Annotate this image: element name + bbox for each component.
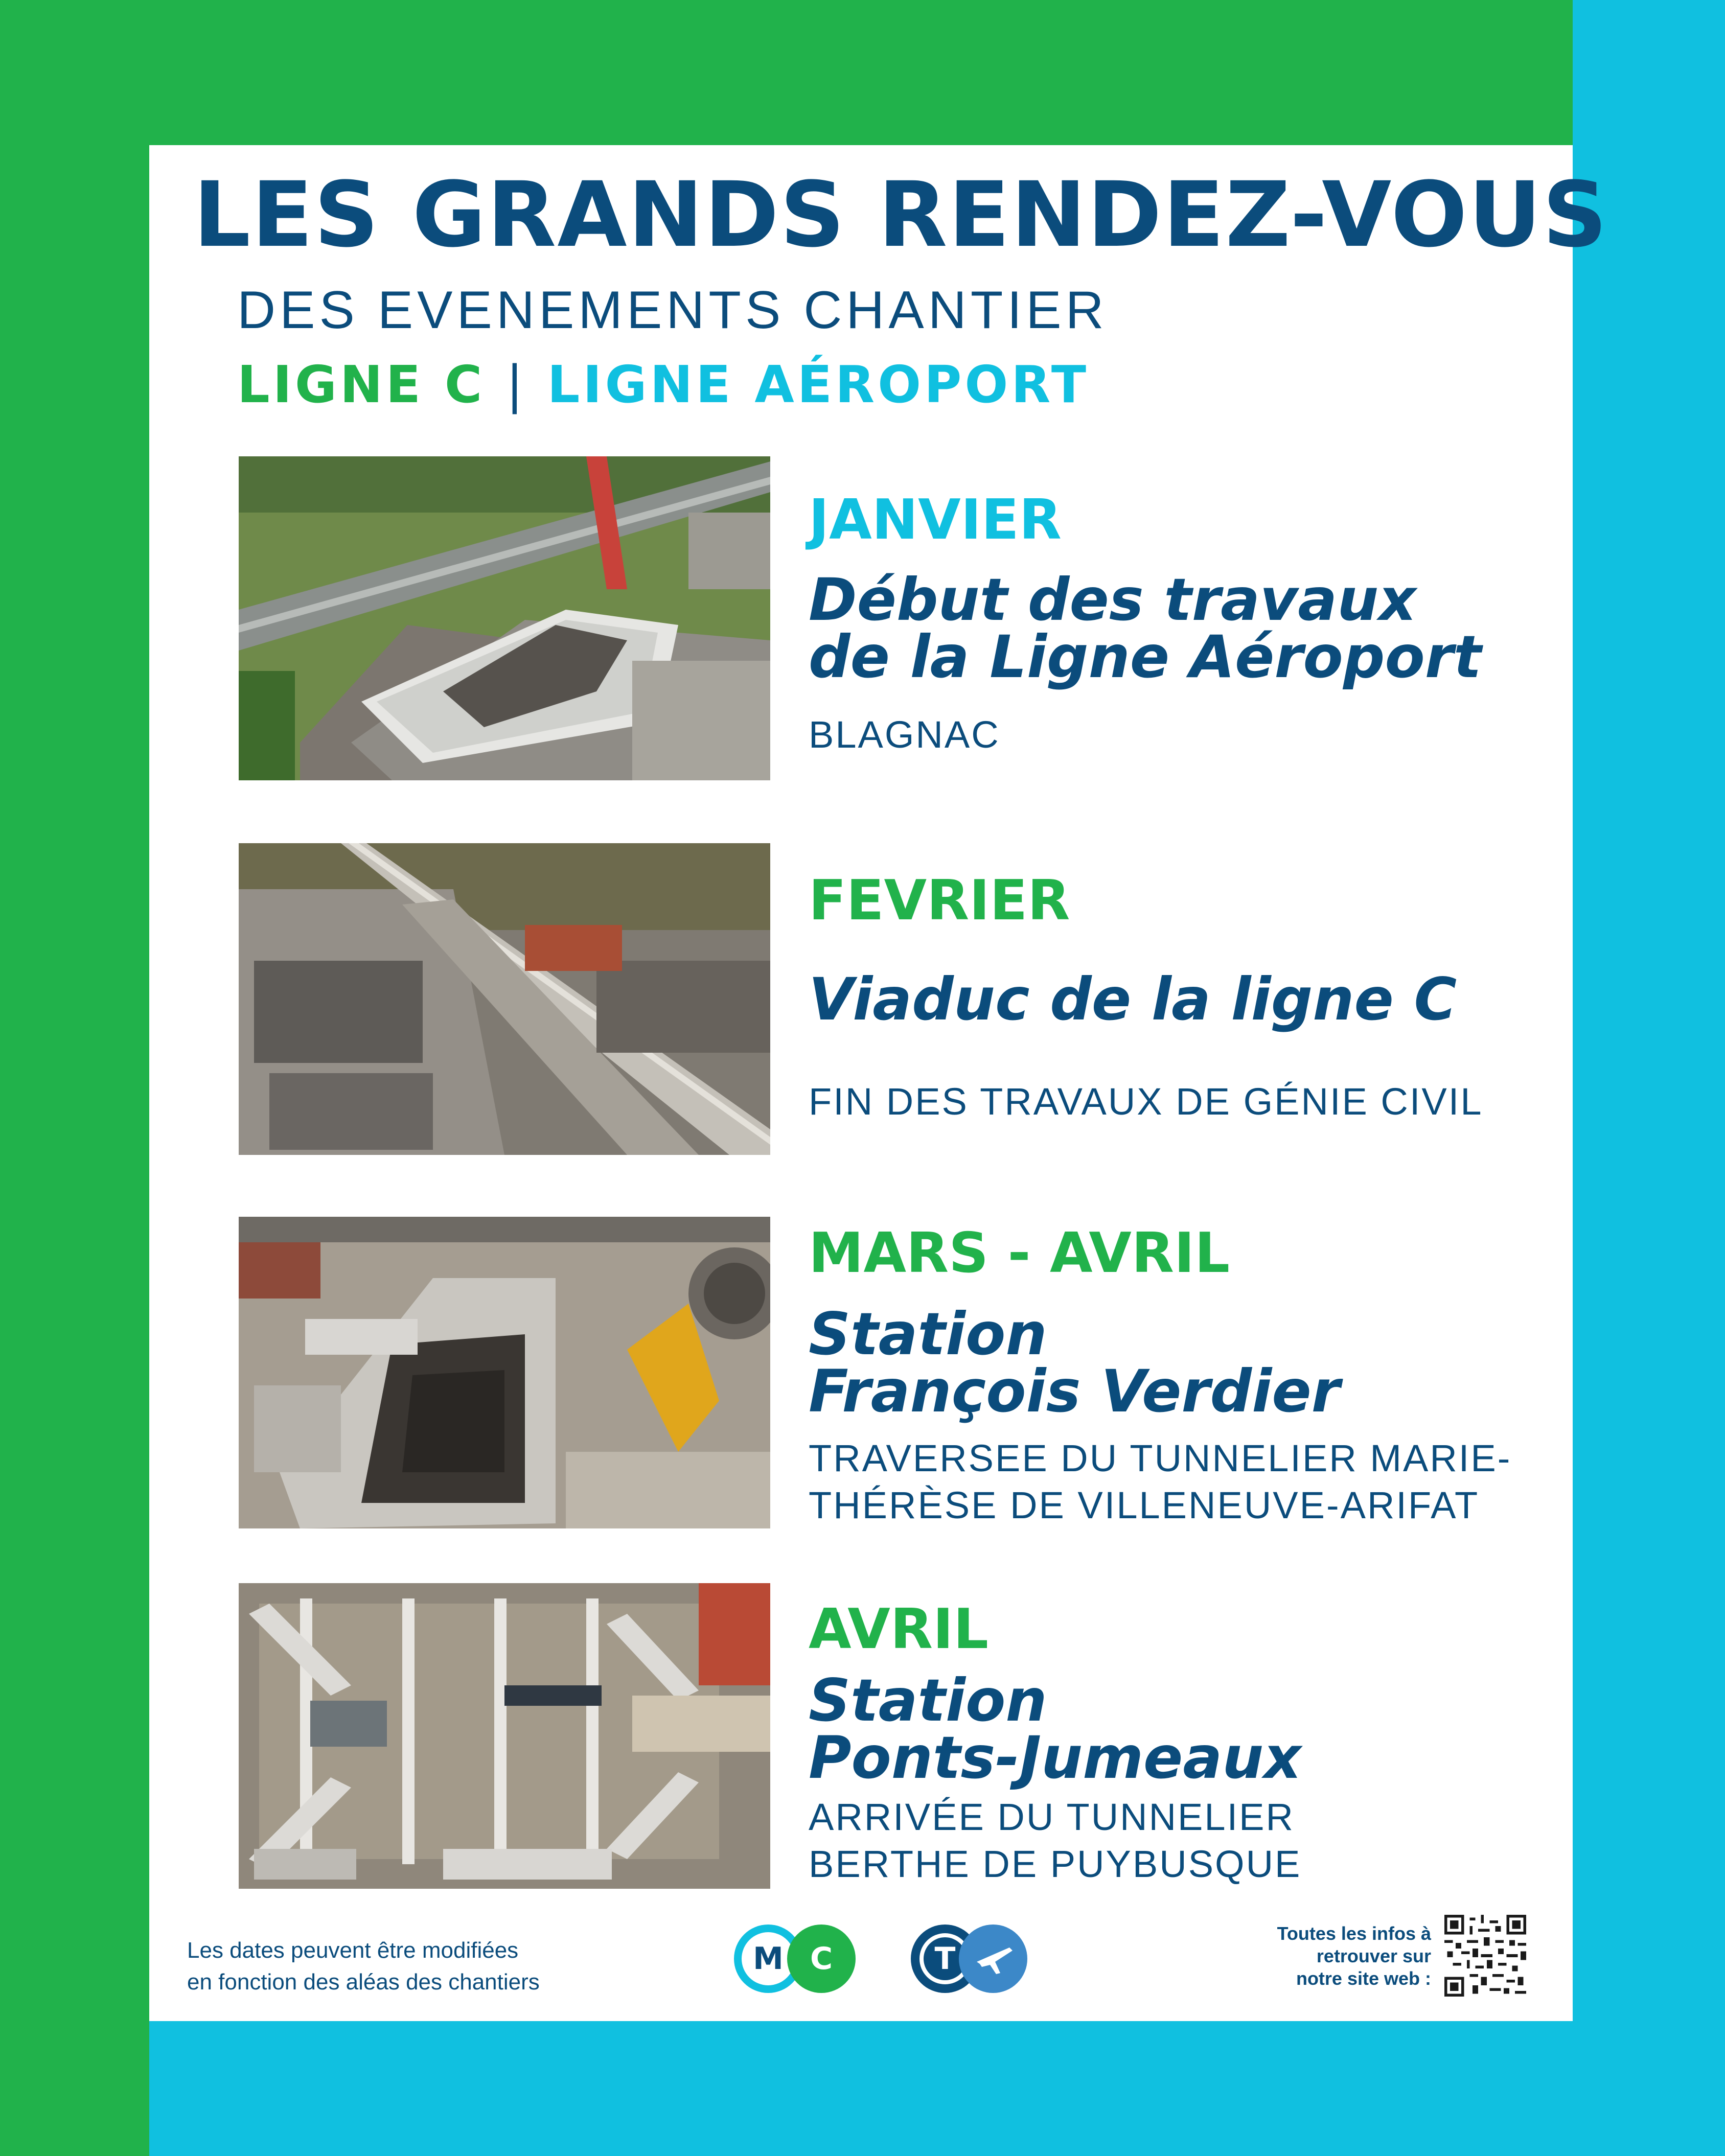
- right-blue-frame: [1573, 0, 1725, 2156]
- event-title: [809, 1300, 1340, 1425]
- photo-janvier-aerial-blagnac: [239, 456, 770, 780]
- event-place: [809, 1435, 1511, 1529]
- month-label: MARS - AVRIL: [809, 1221, 1230, 1285]
- event-place: [809, 1794, 1301, 1888]
- event-title-line: Début des travaux: [809, 566, 1416, 634]
- event-place-line: ARRIVÉE DU TUNNELIER: [809, 1796, 1295, 1838]
- event-place-line: TRAVERSEE DU TUNNELIER MARIE-: [809, 1437, 1512, 1479]
- web-info-line: notre site web :: [1296, 1968, 1431, 1989]
- event-title-line: François Verdier: [809, 1357, 1340, 1425]
- event-place-line: FIN DES TRAVAUX DE GÉNIE CIVIL: [809, 1080, 1483, 1123]
- tram-t-letter: T: [934, 1941, 956, 1977]
- month-label: FEVRIER: [809, 869, 1070, 933]
- lines-heading: [237, 355, 1089, 414]
- line-c-label: LIGNE C: [237, 355, 486, 414]
- event-place-line: THÉRÈSE DE VILLENEUVE-ARIFAT: [809, 1484, 1480, 1526]
- bottom-blue-frame: [149, 2021, 1725, 2156]
- web-info-line: retrouver sur: [1316, 1945, 1431, 1966]
- event-place-line: BLAGNAC: [809, 713, 1000, 756]
- airplane-icon: [959, 1925, 1027, 1993]
- event-title: [809, 566, 1482, 691]
- poster-title: LES GRANDS RENDEZ-VOUS: [193, 163, 1608, 267]
- disclaimer-line: Les dates peuvent être modifiées: [187, 1938, 519, 1963]
- event-title-line: Station: [809, 1666, 1047, 1734]
- cable-car-c-letter: C: [810, 1941, 833, 1977]
- qr-code[interactable]: [1444, 1915, 1526, 1997]
- event-title: [809, 1666, 1301, 1792]
- metro-m-letter: M: [753, 1941, 784, 1977]
- event-title-line: Ponts-Jumeaux: [809, 1724, 1301, 1792]
- event-title-line: de la Ligne Aéroport: [809, 623, 1482, 691]
- month-label: JANVIER: [809, 488, 1062, 552]
- cable-car-c-icon: [787, 1925, 856, 1993]
- event-title-line: Station: [809, 1300, 1047, 1368]
- dates-disclaimer: [187, 1935, 540, 1998]
- event-place-line: BERTHE DE PUYBUSQUE: [809, 1843, 1302, 1885]
- photo-fevrier-viaduct: [239, 843, 770, 1155]
- photo-mars-avril-station-francois-verdier: [239, 1217, 770, 1528]
- airplane-glyph: [972, 1937, 1015, 1980]
- photo-avril-station-ponts-jumeaux: [239, 1583, 770, 1889]
- line-aeroport-label: LIGNE AÉROPORT: [547, 355, 1090, 414]
- line-separator: |: [506, 355, 526, 414]
- web-info-line: Toutes les infos à: [1277, 1923, 1431, 1944]
- poster-subtitle: DES EVENEMENTS CHANTIER: [237, 281, 1108, 340]
- month-label: AVRIL: [809, 1597, 989, 1661]
- event-title: [809, 965, 1457, 1033]
- website-info: [1216, 1922, 1431, 1990]
- transport-logos: [734, 1925, 1082, 1998]
- disclaimer-line: en fonction des aléas des chantiers: [187, 1969, 540, 1995]
- event-place: [809, 711, 1000, 758]
- event-title-line: Viaduc de la ligne C: [809, 965, 1457, 1033]
- event-place: [809, 1078, 1483, 1125]
